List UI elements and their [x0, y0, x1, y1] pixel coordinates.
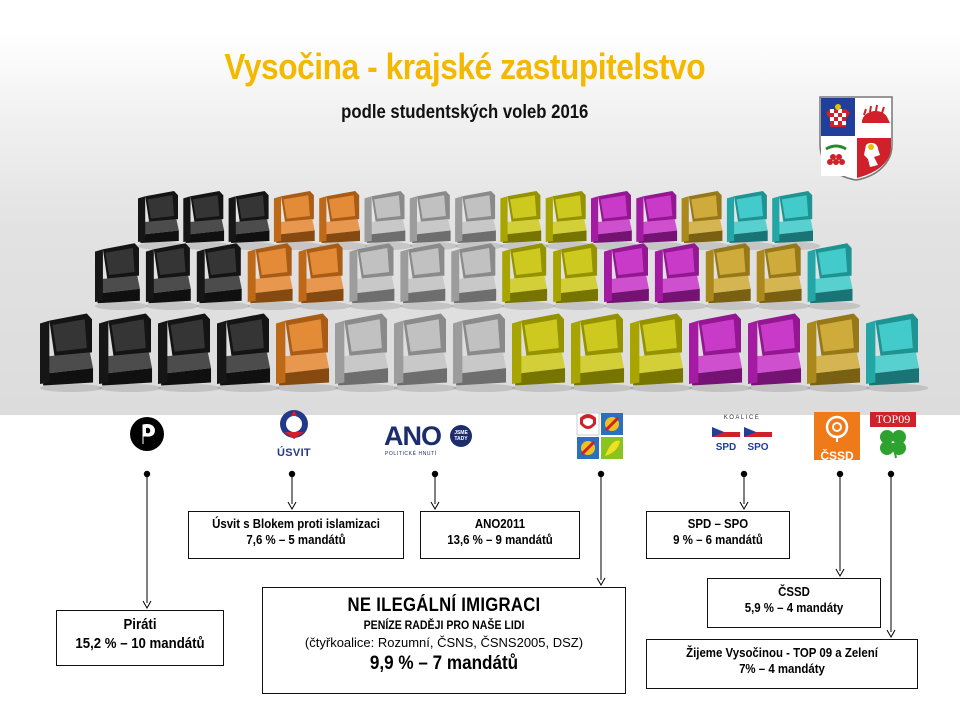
spd-badge — [712, 424, 740, 454]
usvit-result: 7,6 % – 5 mandátů — [246, 532, 346, 548]
result-box-pirati — [56, 610, 224, 666]
spo-text: SPO — [747, 442, 769, 453]
ano-sub-text: POLITICKÉ HNUTÍ — [385, 451, 437, 457]
connector — [887, 471, 895, 637]
spo-flag-icon — [744, 427, 772, 437]
cssd-logo — [814, 412, 860, 463]
spd-spo-logo — [710, 414, 774, 458]
top09-logo — [870, 412, 916, 460]
connector — [288, 471, 296, 509]
top09-logo-text: TOP09 — [870, 412, 916, 427]
clover-icon — [870, 427, 916, 459]
spd-text: SPD — [715, 442, 737, 453]
cssd-logo-text: ČSSD — [820, 449, 854, 463]
result-box-imigrace — [262, 587, 626, 694]
connector — [740, 471, 748, 509]
result-box-spd — [646, 511, 790, 559]
usvit-logo-text: ÚSVIT — [277, 447, 311, 459]
spd-flag-icon — [712, 427, 740, 437]
pirati-name: Piráti — [123, 616, 157, 633]
page-subtitle: podle studentských voleb 2016 — [341, 102, 589, 123]
spd-result: 9 % – 6 mandátů — [673, 532, 763, 548]
result-box-cssd — [707, 578, 881, 628]
page-title: Vysočina - krajské zastupitelstvo — [224, 46, 706, 87]
connector — [143, 471, 151, 608]
result-box-top09 — [646, 639, 918, 689]
imigrace-name: NE ILEGÁLNÍ IMIGRACI — [347, 595, 541, 616]
usvit-logo — [274, 408, 314, 458]
imigrace-slogan: PENÍZE RADĚJI PRO NAŠE LIDI — [363, 618, 525, 632]
imigrace-result: 9,9 % – 7 mandátů — [369, 653, 519, 674]
connector — [431, 471, 439, 509]
ctyrkoalice-logo-icon — [576, 412, 624, 460]
cssd-name: ČSSD — [778, 584, 810, 599]
spd-name: SPD – SPO — [687, 516, 749, 531]
connector — [836, 471, 844, 576]
pirati-result: 15,2 % – 10 mandátů — [75, 634, 205, 652]
result-box-usvit — [188, 511, 404, 559]
ano-name: ANO2011 — [474, 516, 526, 531]
cssd-rose-icon — [814, 412, 860, 444]
usvit-name: Úsvit s Blokem proti islamizaci — [212, 516, 380, 531]
pirati-logo-icon — [126, 414, 168, 454]
top09-name: Žijeme Vysočinou - TOP 09 a Zelení — [686, 645, 878, 660]
imigrace-coalition: (čtyřkoalice: Rozumní, ČSNS, ČSNS2005, DSZ) — [304, 635, 584, 650]
result-box-ano — [420, 511, 580, 559]
ano-result: 13,6 % – 9 mandátů — [447, 532, 553, 548]
cssd-result: 5,9 % – 4 mandáty — [744, 600, 844, 616]
connector — [597, 471, 605, 585]
spo-badge — [744, 424, 772, 454]
ano-badge-text: JSME TADY — [450, 425, 472, 447]
ano-logo — [384, 422, 484, 462]
ano-logo-text: ANO — [384, 421, 441, 451]
spd-koalice-text: KOALICE — [723, 415, 761, 421]
usvit-lion-icon — [274, 408, 314, 440]
top09-result: 7% – 4 mandáty — [739, 661, 825, 677]
